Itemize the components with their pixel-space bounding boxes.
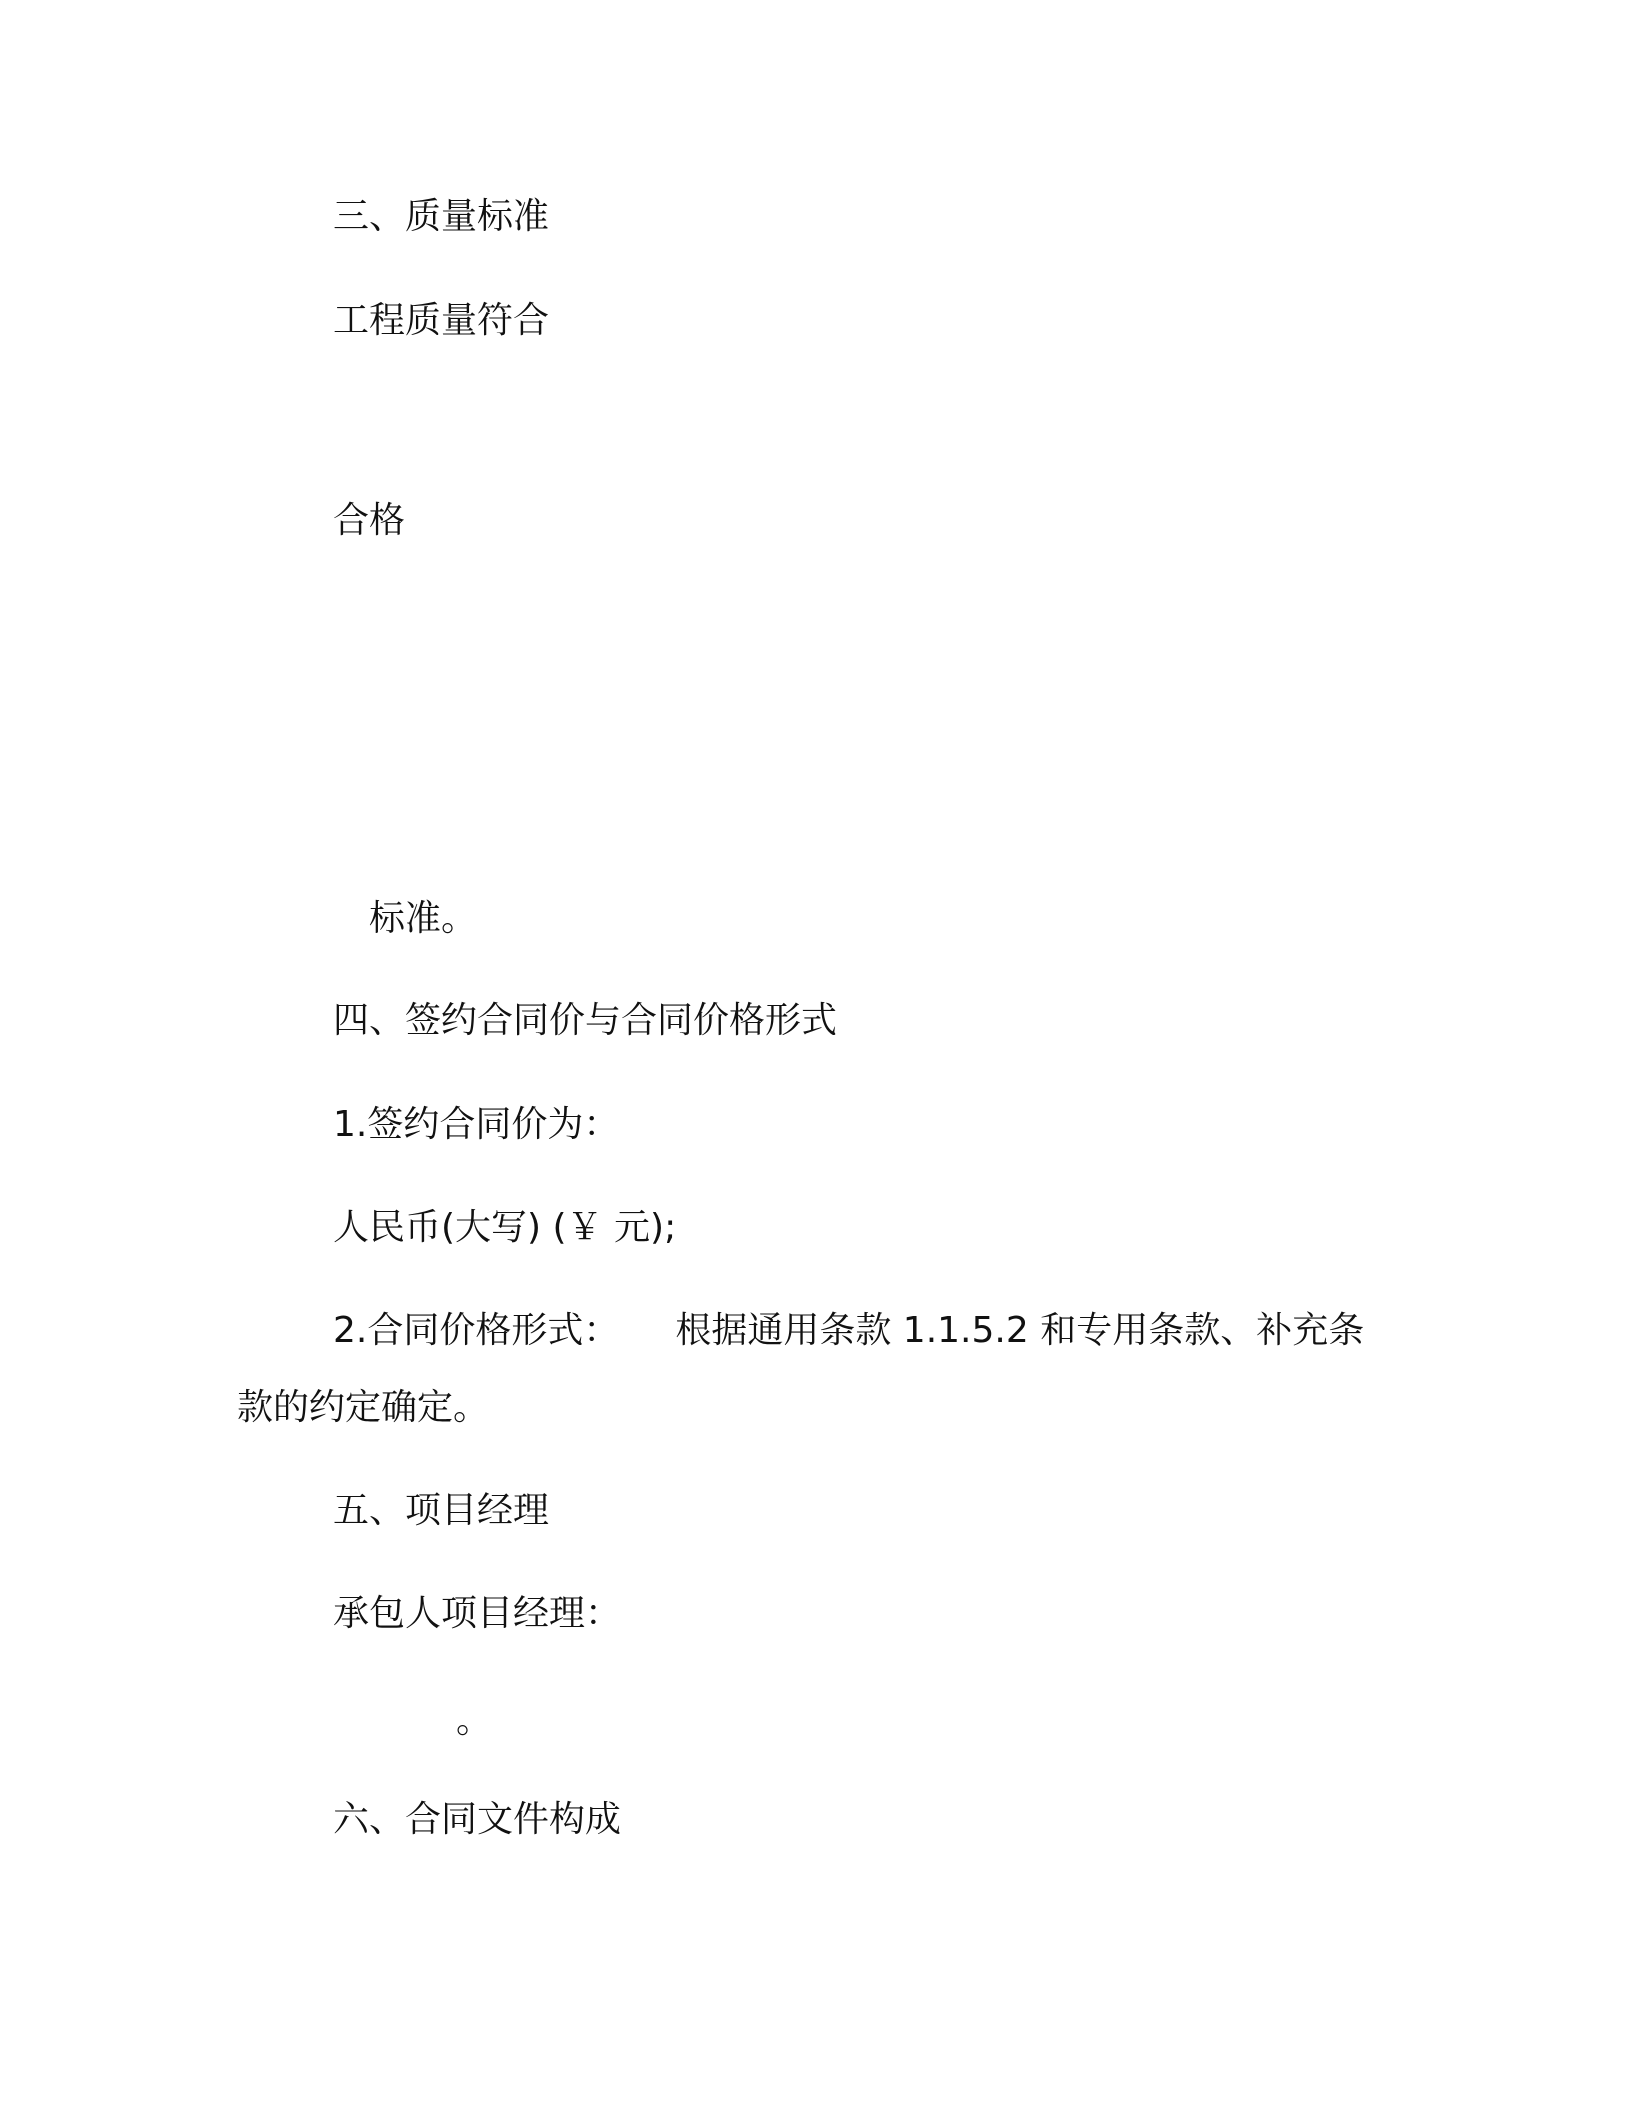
quality-standard-end: 标准。: [369, 898, 478, 939]
section-6-heading: 六、合同文件构成: [333, 1799, 622, 1840]
project-manager-label: 承包人项目经理：: [333, 1593, 622, 1634]
quality-text: 工程质量符合: [333, 300, 550, 341]
quality-value: 合格: [333, 500, 406, 541]
project-manager-end: 。: [456, 1700, 493, 1741]
price-form-continued: 款的约定确定。: [237, 1387, 490, 1428]
section-5-heading: 五、项目经理: [333, 1490, 550, 1531]
contract-price-amount: 人民币(大写) (￥ 元);: [333, 1207, 677, 1248]
section-4-heading: 四、签约合同价与合同价格形式: [333, 1000, 838, 1041]
contract-price-label: 1.签约合同价为：: [333, 1104, 620, 1145]
price-form-label: 2.合同价格形式：: [333, 1310, 620, 1351]
section-3-heading: 三、质量标准: [333, 196, 550, 237]
price-form-text: 根据通用条款 1.1.5.2 和专用条款、补充条: [675, 1310, 1365, 1351]
price-form-line: [333, 1307, 1364, 1355]
